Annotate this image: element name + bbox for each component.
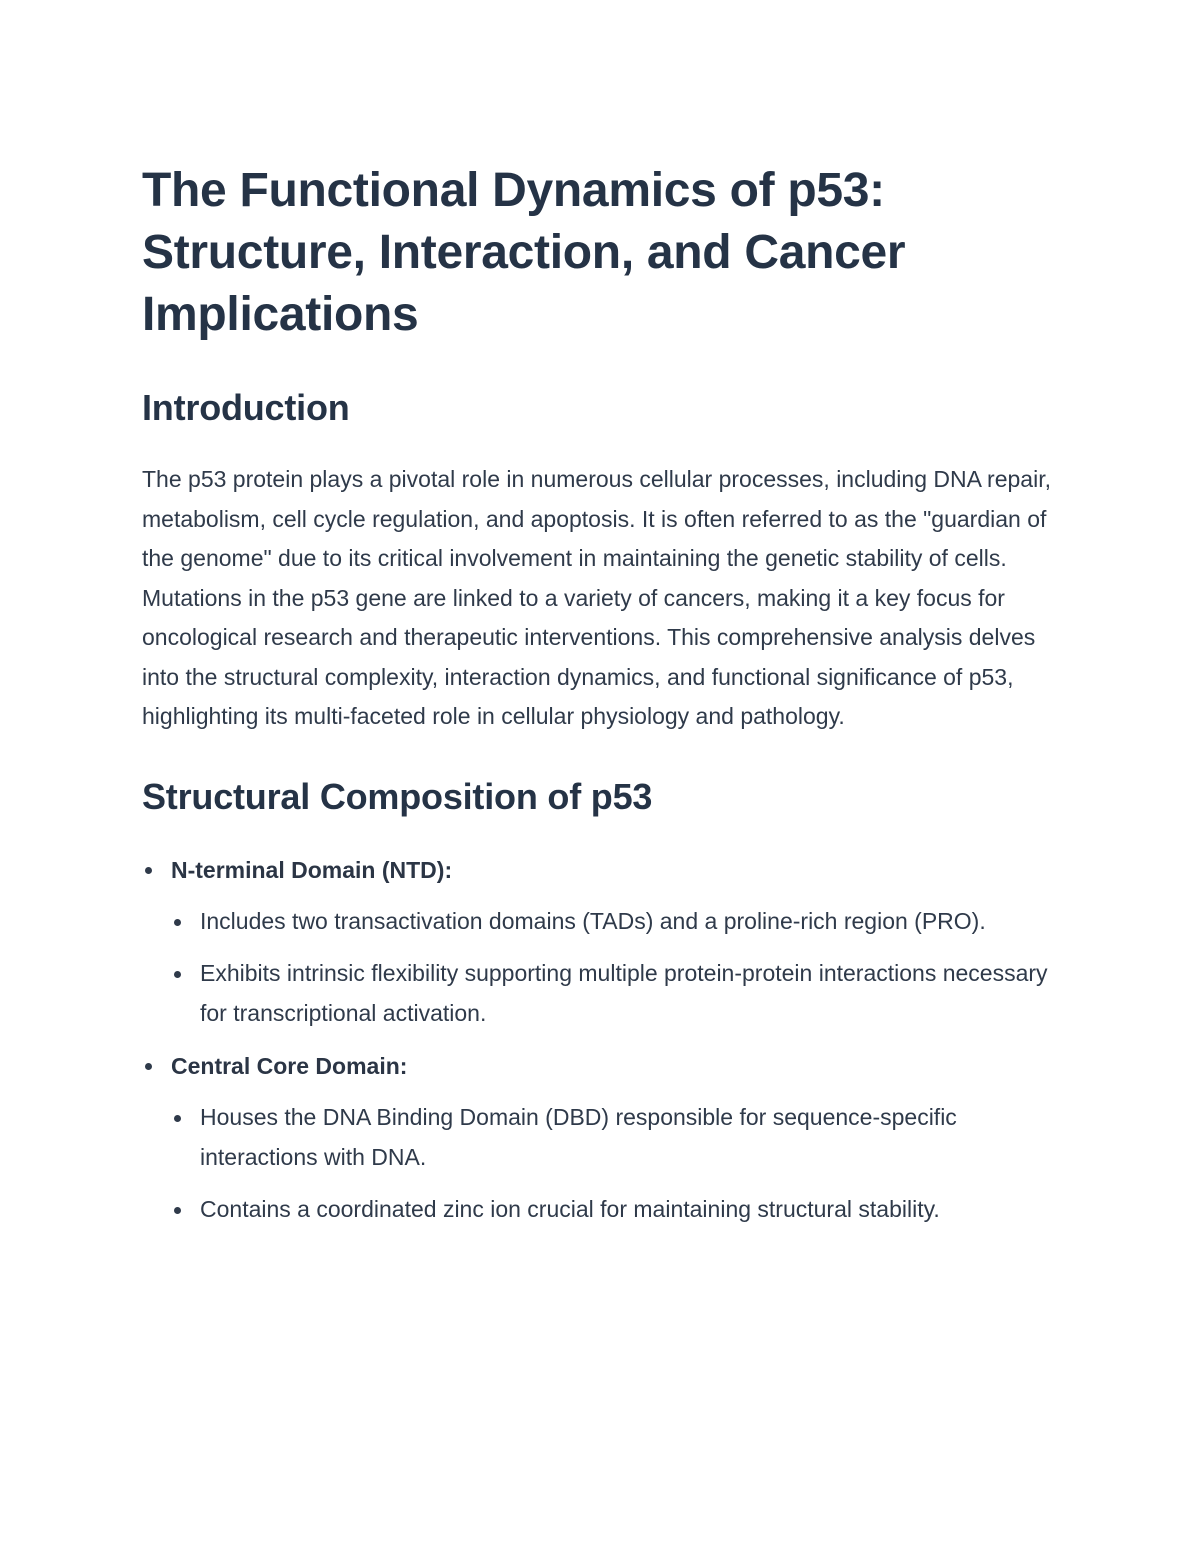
list-item <box>171 902 1072 942</box>
document-title: The Functional Dynamics of p53: Structure, Interaction, and Cancer Implications <box>142 164 906 341</box>
bullet-icon <box>145 867 152 874</box>
domain-points-list <box>171 1098 1072 1230</box>
bullet-icon <box>174 919 181 926</box>
list-item <box>171 954 1072 1033</box>
introduction-heading: Introduction <box>142 387 350 428</box>
domain-points-list <box>171 902 1072 1034</box>
bullet-icon <box>174 1207 181 1214</box>
list-item-text: Houses the DNA Binding Domain (DBD) responsible for sequence-specific interactions with DNA. <box>200 1104 957 1170</box>
domain-item-central-core <box>142 1047 1072 1230</box>
list-item-text: Contains a coordinated zinc ion crucial for maintaining structural stability. <box>200 1196 940 1222</box>
document-page <box>142 160 1072 1244</box>
list-item-text: Includes two transactivation domains (TADs) and a proline-rich region (PRO). <box>200 907 986 934</box>
list-item-text: Exhibits intrinsic flexibility supporting multiple protein-protein interactions necessary for transcriptional activation. <box>200 960 1048 1026</box>
bullet-icon <box>145 1063 152 1070</box>
introduction-paragraph: The p53 protein plays a pivotal role in numerous cellular processes, including DNA repair, metabolism, cell cycle regulation, and apoptosis. It is often referred to as the "guardian of the genome" due to its critical involvement in maintaining the genetic stability of cells. Mutations in the p53 gene are linked to a variety of cancers, making it a key focus for oncological research and therapeutic interventions. This comprehensive analysis delves into the structural complexity, interaction dynamics, and functional significance of p53, highlighting its multi-faceted role in cellular physiology and pathology. <box>142 466 1051 729</box>
list-item <box>171 1190 1072 1230</box>
bullet-icon <box>174 971 181 978</box>
structural-domain-list <box>142 851 1072 1230</box>
list-item <box>171 1098 1072 1177</box>
domain-item-ntd <box>142 851 1072 1034</box>
domain-title: Central Core Domain: <box>171 1053 408 1079</box>
bullet-icon <box>174 1115 181 1122</box>
domain-title: N-terminal Domain (NTD): <box>171 856 453 883</box>
structural-composition-heading: Structural Composition of p53 <box>142 775 653 817</box>
